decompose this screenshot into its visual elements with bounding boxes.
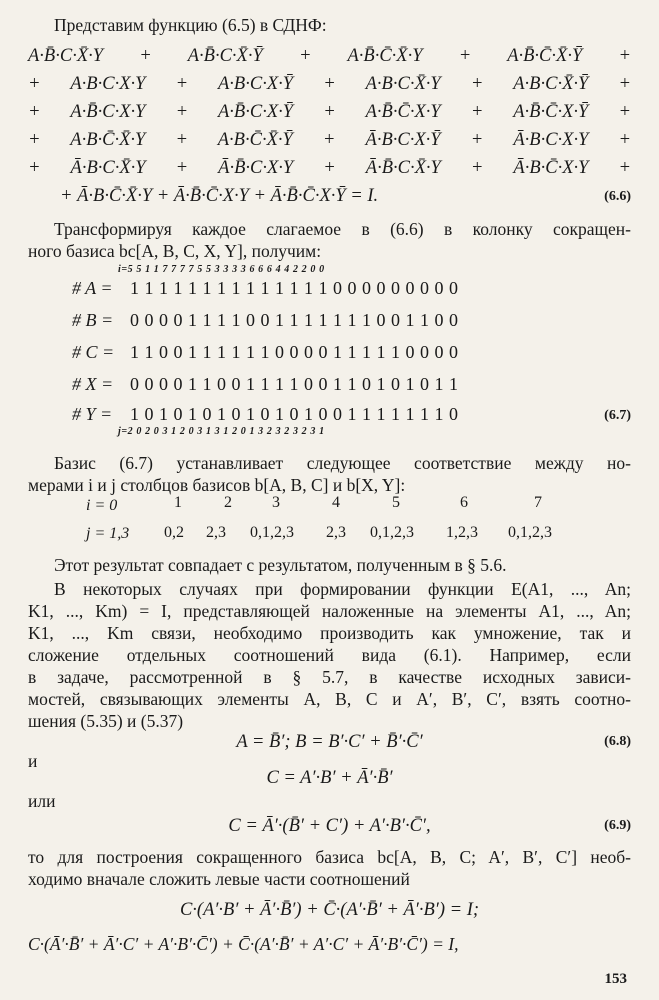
row-label-y: # Y = (72, 404, 113, 424)
row-bits-a: 1 1 1 1 1 1 1 1 1 1 1 1 1 1 0 0 0 0 0 0 0 0 0 (130, 278, 459, 298)
basis-line-1: Базис (6.7) устанавливает следующее соответствие между но- (54, 453, 631, 473)
i-value-1: 1 (174, 494, 182, 511)
sdnf-line-2: + A·B·C·X·Y + A·B·C·X·Ȳ + A·B·C·X̄·Y + A·B·C·X̄·Ȳ + (28, 74, 631, 94)
para-line-5: в задаче, рассмотренной в § 5.7, в качестве исходных зависи- (28, 667, 631, 687)
transform-line-1: Трансформируя каждое слагаемое в (6.6) в колонку сокращен- (54, 219, 631, 239)
row-bits-b: 0 0 0 0 1 1 1 1 0 0 1 1 1 1 1 1 1 0 0 1 1 0 0 (130, 310, 459, 330)
transform-line-2: ного базиса bс[A, B, C, X, Y], получим: (28, 241, 322, 261)
i-index-row: i=5 5 1 1 7 7 7 7 5 5 3 3 3 3 6 6 6 4 4 2 2 0 0 (118, 264, 325, 275)
i-value-4: 4 (332, 494, 340, 511)
j-value-7: 0,1,2,3 (508, 524, 552, 541)
i-label: i = 0 (86, 497, 118, 514)
word-or: или (28, 791, 56, 811)
j-label: j = 1,3 (86, 525, 130, 542)
equation-number-6-6: (6.6) (604, 189, 631, 204)
intro-sdnf: Представим функцию (6.5) в СДНФ: (54, 15, 327, 35)
row-label-c: # C = (72, 342, 115, 362)
i-value-7: 7 (534, 494, 542, 511)
para-line-4: сложение отдельных соотношений вида (6.1). Например, если (28, 645, 631, 665)
basis-line-2: мерами i и j столбцов базисов b[A, B, C] и b[X, Y]: (28, 475, 406, 495)
row-bits-c: 1 1 0 0 1 1 1 1 1 1 0 0 0 0 1 1 1 1 1 0 0 0 0 (130, 342, 459, 362)
para-line-6: мостей, связывающих элементы A, B, C и A′, B′, C′, взять соотно- (28, 689, 631, 709)
row-label-b: # B = (72, 310, 114, 330)
equation-final-2: C·(Ā′·B̄′ + Ā′·C′ + A′·B′·C̄′) + C̄·(A′·B̄′ + A′·C′ + Ā′·B′·C̄′) = I, (28, 934, 459, 954)
sdnf-line-3: + A·B̄·C·X·Y + A·B̄·C·X·Ȳ + A·B̄·C̄·X·Y + A·B̄·C̄·X·Ȳ + (28, 102, 631, 122)
basis-build-line-1: то для построения сокращенного базиса bс[A, B, C; A′, B′, C′] необ- (28, 847, 631, 867)
word-and: и (28, 751, 38, 771)
row-bits-x: 0 0 0 0 1 1 0 0 1 1 1 1 0 0 1 1 0 1 0 1 0 1 1 (130, 374, 459, 394)
j-index-row: j=2 0 2 0 3 1 2 0 3 1 3 1 2 0 1 3 2 3 2 3 2 3 1 (118, 426, 325, 437)
sdnf-line-5: + Ā·B·C·X̄·Y + Ā·B̄·C·X·Y + Ā·B̄·C·X̄·Y + Ā·B·C̄·X·Y + (28, 158, 631, 178)
equation-6-9: C = Ā′·(B̄′ + C′) + A′·B′·C̄′, (228, 816, 431, 836)
sdnf-line-4: + A·B·C̄·X̄·Y + A·B·C̄·X̄·Ȳ + Ā·B·C·X·Ȳ + Ā·B·C·X·Y + (28, 130, 631, 150)
i-value-5: 5 (392, 494, 400, 511)
j-value-2: 2,3 (206, 524, 226, 541)
j-value-6: 1,2,3 (446, 524, 478, 541)
i-value-2: 2 (224, 494, 232, 511)
page-number: 153 (604, 971, 627, 987)
para-line-1: В некоторых случаях при формировании функции E(A1, ..., An; (54, 579, 631, 599)
para-line-7: шения (5.35) и (5.37) (28, 711, 184, 731)
equation-final-1: C·(A′·B′ + Ā′·B̄′) + C̄·(A′·B̄′ + Ā′·B′) = I; (179, 900, 480, 920)
i-value-3: 3 (272, 494, 280, 511)
sdnf-line-6: + Ā·B·C̄·X̄·Y + Ā·B̄·C̄·X·Y + Ā·B̄·C̄·X·Ȳ = I. (60, 186, 379, 206)
sdnf-line-1: A·B̄·C·X̄·Y + A·B̄·C·X̄·Ȳ + A·B̄·C̄·X̄·Y + A·B̄·C̄·X̄·Ȳ + (28, 46, 631, 66)
j-value-3: 0,1,2,3 (250, 524, 294, 541)
row-label-a: # A = (72, 278, 113, 298)
basis-build-line-2: ходимо вначале сложить левые части соотношений (28, 869, 410, 889)
result-paragraph: Этот результат совпадает с результатом, полученным в § 5.6. (54, 555, 507, 575)
j-value-5: 0,1,2,3 (370, 524, 414, 541)
equation-number-6-9: (6.9) (604, 818, 631, 833)
para-line-3: K1, ..., Km связи, необходимо производить как умножение, так и (28, 623, 631, 643)
equation-c-first: C = A′·B′ + Ā′·B̄′ (266, 768, 393, 788)
row-label-x: # X = (72, 374, 114, 394)
equation-number-6-8: (6.8) (604, 734, 631, 749)
equation-number-6-7: (6.7) (604, 408, 631, 423)
i-value-6: 6 (460, 494, 468, 511)
row-bits-y: 1 0 1 0 1 0 1 0 1 0 1 0 1 0 0 1 1 1 1 1 1 1 0 (130, 404, 459, 424)
j-value-1: 0,2 (164, 524, 184, 541)
para-line-2: K1, ..., Km) = I, представляющей наложенные на элементы A1, ..., An; (28, 601, 631, 621)
equation-6-8: A = B̄′; B = B′·C′ + B̄′·C̄′ (236, 732, 423, 752)
j-value-4: 2,3 (326, 524, 346, 541)
